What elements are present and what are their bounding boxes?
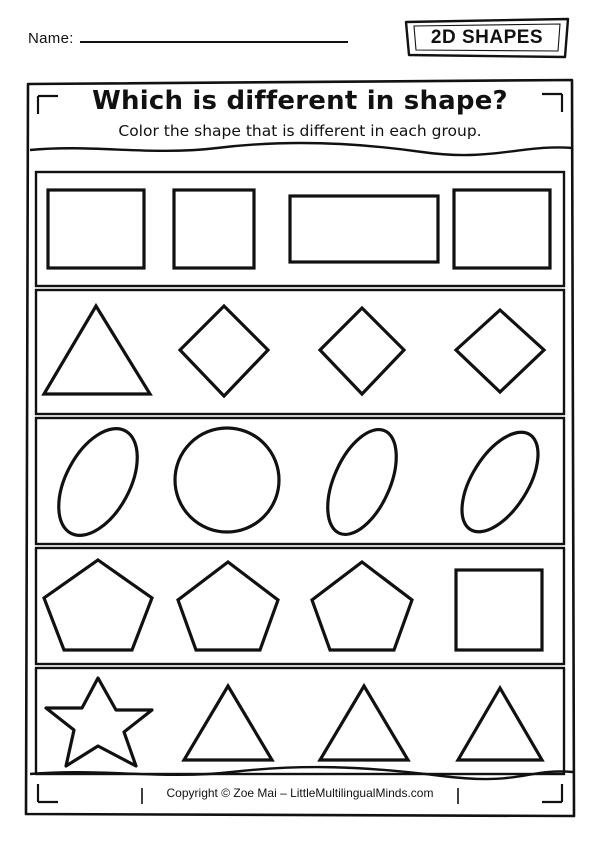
shape-ellipse-4[interactable] [447, 420, 554, 545]
name-label: Name: [28, 30, 74, 47]
topic-badge-label: 2D SHAPES [430, 27, 544, 48]
name-write-line[interactable] [80, 28, 348, 43]
row-squares [22, 170, 578, 288]
row-star-triangles [22, 666, 578, 776]
shape-circle-2[interactable] [175, 428, 279, 532]
row-ellipses-circle [22, 416, 578, 546]
shape-ellipse-3[interactable] [314, 419, 411, 544]
exercise-rows [22, 74, 578, 822]
name-field-row [28, 28, 348, 58]
row-pentagons-square [22, 546, 578, 666]
shape-triangle-3[interactable] [320, 686, 408, 760]
shape-triangle-4[interactable] [458, 688, 542, 760]
shape-pentagon-3[interactable] [312, 562, 412, 650]
row-triangle-diamonds [22, 288, 578, 416]
shape-triangle-1[interactable] [44, 306, 150, 394]
shape-pentagon-2[interactable] [178, 562, 278, 650]
page-title: Which is different in shape? [92, 86, 508, 116]
copyright-footer: Copyright © Zoe Mai – LittleMultilingualMinds.com [166, 786, 434, 800]
page-instructions: Color the shape that is different in each group. [118, 122, 482, 140]
shape-diamond-3[interactable] [320, 308, 404, 394]
topic-badge [402, 16, 572, 60]
worksheet-frame [22, 74, 578, 822]
shape-diamond-4[interactable] [456, 310, 544, 392]
shape-star-1[interactable] [46, 678, 152, 766]
shape-diamond-2[interactable] [180, 306, 268, 396]
shape-rectangle-3[interactable] [290, 196, 438, 262]
shape-square-1[interactable] [48, 190, 144, 268]
shape-square-2[interactable] [174, 190, 254, 268]
shape-square-4[interactable] [454, 190, 550, 268]
shape-square-4[interactable] [456, 570, 542, 650]
shape-triangle-2[interactable] [184, 686, 272, 760]
shape-pentagon-1[interactable] [44, 560, 152, 650]
shape-ellipse-1[interactable] [43, 416, 154, 546]
